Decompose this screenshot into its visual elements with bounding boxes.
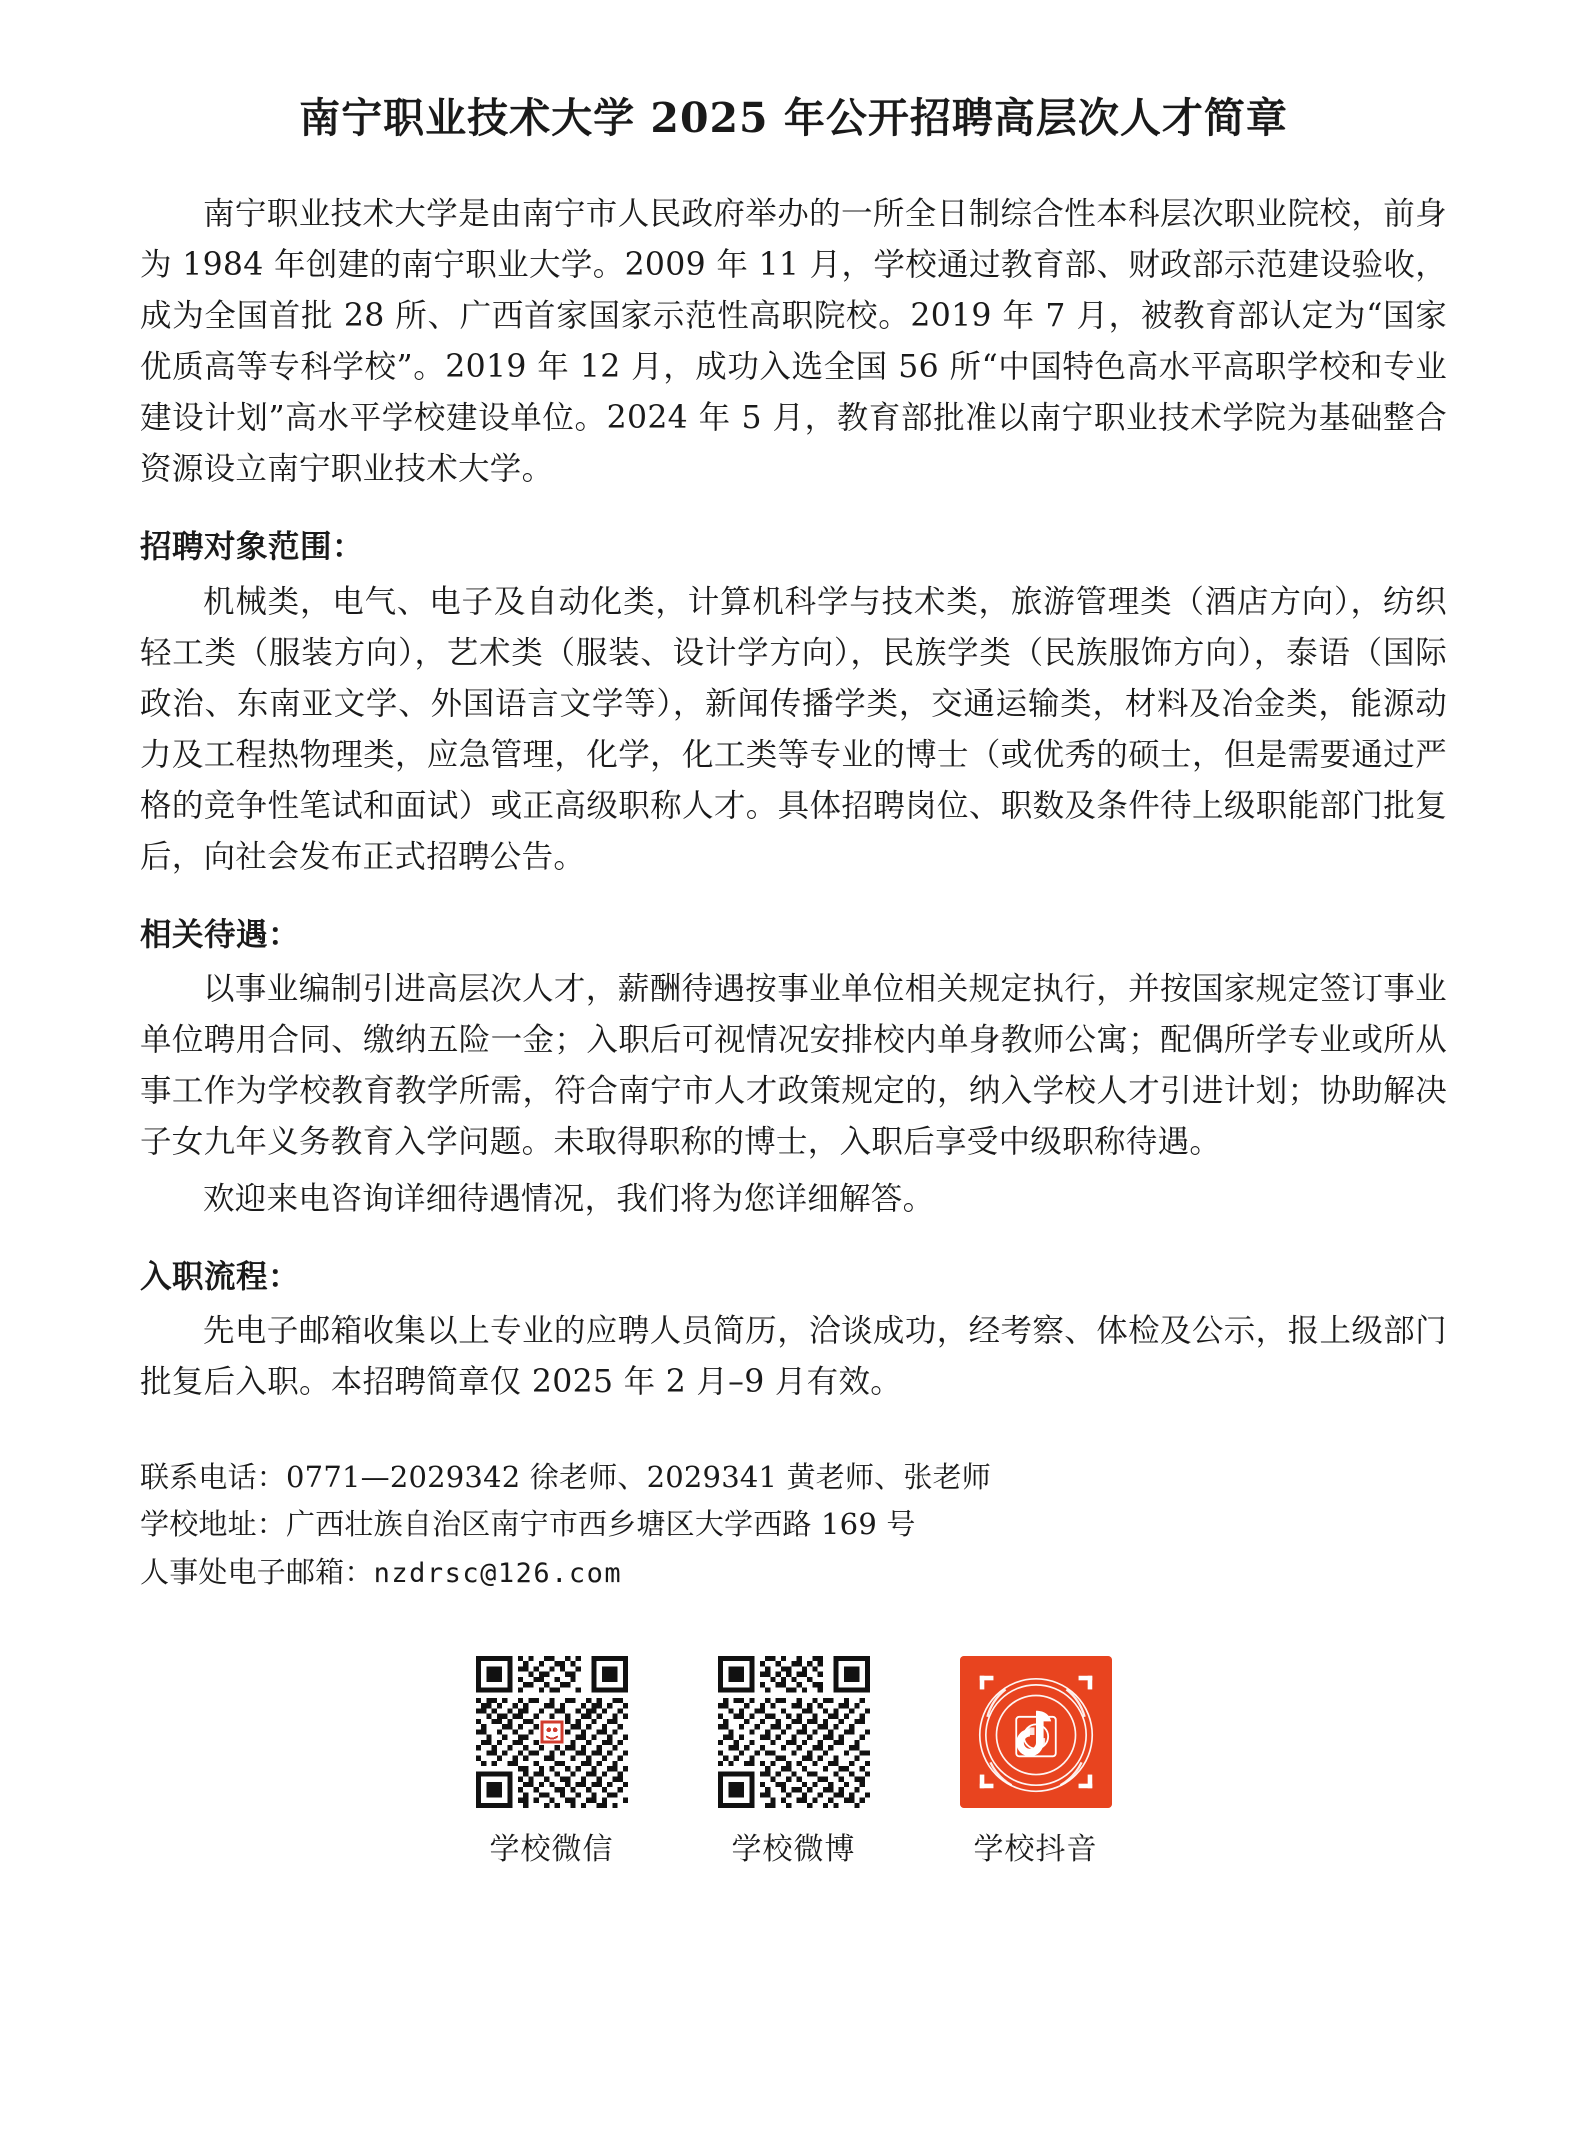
- contact-address-value: 广西壮族自治区南宁市西乡塘区大学西路 169 号: [286, 1507, 916, 1542]
- qr-caption-weibo: 学校微博: [731, 1832, 856, 1868]
- contact-block: [140, 1454, 1447, 1597]
- qr-code-icon: [960, 1656, 1112, 1808]
- contact-address-label: 学校地址：: [140, 1507, 287, 1542]
- section-paragraph-benefits-2: 欢迎来电咨询详细待遇情况，我们将为您详细解答。: [203, 1180, 935, 1217]
- qr-code-icon: [476, 1656, 628, 1808]
- contact-phone-line: [140, 1454, 1447, 1502]
- qr-item-wechat: [476, 1656, 628, 1868]
- qr-item-douyin: [960, 1656, 1112, 1868]
- section-heading-recruitment-scope: 招聘对象范围：: [140, 528, 365, 566]
- qr-caption-wechat: 学校微信: [489, 1832, 614, 1868]
- contact-email-value: nzdrsc@126.com: [373, 1557, 623, 1589]
- contact-email-line: [140, 1549, 1447, 1597]
- contact-phone-label: 联系电话：: [140, 1459, 287, 1494]
- page-title: 南宁职业技术大学 2025 年公开招聘高层次人才简章: [299, 94, 1288, 142]
- intro-paragraph: 南宁职业技术大学是由南宁市人民政府举办的一所全日制综合性本科层次职业院校，前身为 1984 年创建的南宁职业大学。2009 年 11 月，学校通过教育部、财政部示范建设验收，成为全国首批 28 所、广西首家国家示范性高职院校。2019 年 7 月，被教育部认定为“国家优质高等专科学校”。2019 年 12 月，成功入选全国 56 所“中国特色高水平高职学校和专业建设计划”高水平学校建设单位。2024 年 5 月，教育部批准以南宁职业技术学院为基础整合资源设立南宁职业技术大学。: [140, 196, 1447, 488]
- contact-address-line: [140, 1501, 1447, 1549]
- section-heading-onboarding: 入职流程：: [140, 1257, 301, 1295]
- qr-item-weibo: [718, 1656, 870, 1868]
- contact-email-label: 人事处电子邮箱：: [140, 1554, 374, 1589]
- section-heading-benefits: 相关待遇：: [140, 915, 301, 953]
- contact-phone-value: 0771—2029342 徐老师、2029341 黄老师、张老师: [286, 1459, 991, 1494]
- qr-code-icon: [718, 1656, 870, 1808]
- section-paragraph-recruitment-scope: 机械类，电气、电子及自动化类，计算机科学与技术类，旅游管理类（酒店方向），纺织轻工类（服装方向），艺术类（服装、设计学方向），民族学类（民族服饰方向），泰语（国际政治、东南亚文学、外国语言文学等），新闻传播学类，交通运输类，材料及冶金类，能源动力及工程热物理类，应急管理，化学，化工类等专业的博士（或优秀的硕士，但是需要通过严格的竞争性笔试和面试）或正高级职称人才。具体招聘岗位、职数及条件待上级职能部门批复后，向社会发布正式招聘公告。: [140, 583, 1447, 875]
- qr-caption-douyin: 学校抖音: [973, 1832, 1098, 1868]
- section-paragraph-benefits-1: 以事业编制引进高层次人才，薪酬待遇按事业单位相关规定执行，并按国家规定签订事业单位聘用合同、缴纳五险一金；入职后可视情况安排校内单身教师公寓；配偶所学专业或所从事工作为学校教育教学所需，符合南宁市人才政策规定的，纳入学校人才引进计划；协助解决子女九年义务教育入学问题。未取得职称的博士，入职后享受中级职称待遇。: [140, 970, 1447, 1160]
- qr-code-row: [140, 1656, 1447, 1868]
- section-paragraph-onboarding: 先电子邮箱收集以上专业的应聘人员简历，洽谈成功，经考察、体检及公示，报上级部门批复后入职。本招聘简章仅 2025 年 2 月–9 月有效。: [140, 1312, 1447, 1400]
